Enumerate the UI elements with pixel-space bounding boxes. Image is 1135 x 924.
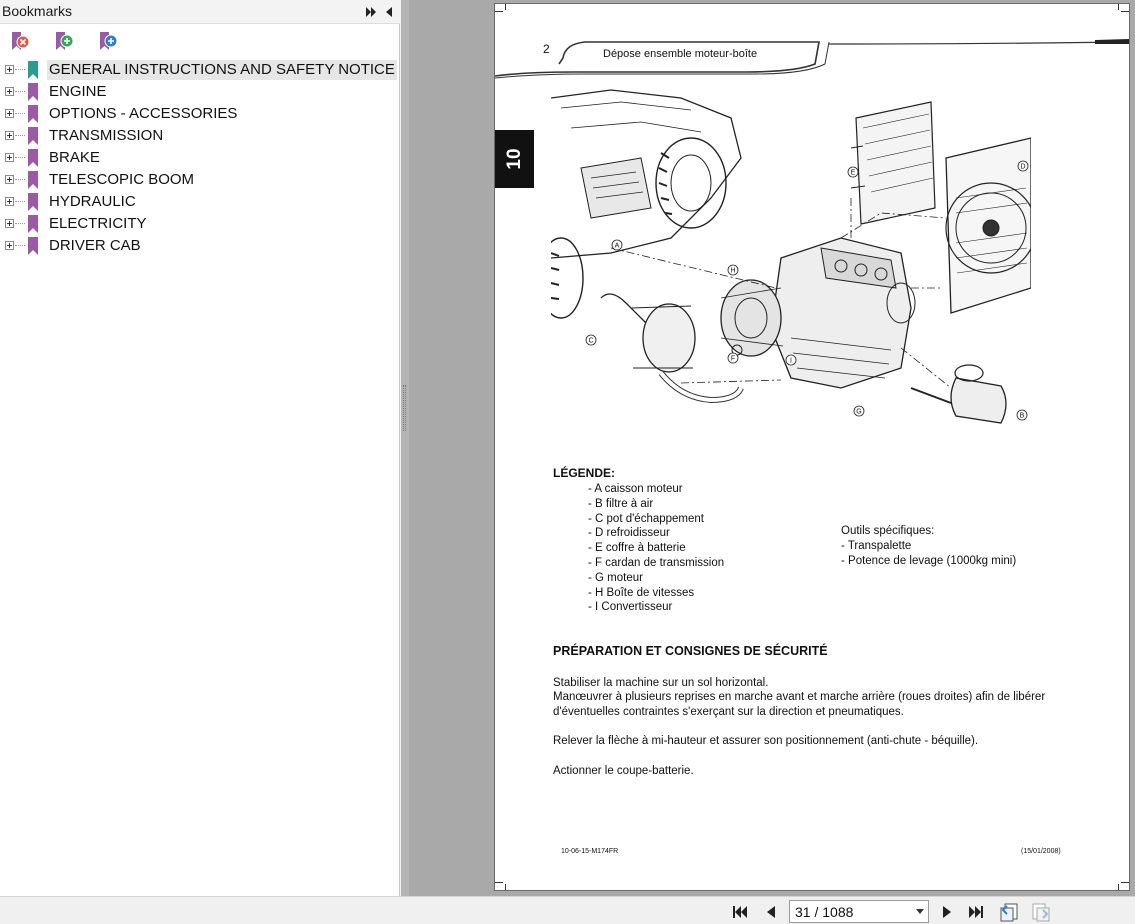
bookmark-label[interactable]: GENERAL INSTRUCTIONS AND SAFETY NOTICE [49, 61, 395, 78]
tree-connector [15, 245, 25, 246]
chapter-number: 10 [504, 148, 525, 170]
go-forward-view-icon[interactable] [1030, 901, 1052, 923]
legend-item: - H Boîte de vitesses [588, 586, 695, 599]
callout-label: I [790, 357, 792, 365]
bookmark-icon [27, 215, 39, 233]
front-tire-drawing [656, 138, 726, 228]
document-code: 10-06-15-M174FR [561, 848, 619, 855]
legend-title: LÉGENDE: [553, 466, 616, 480]
expand-toggle-icon[interactable] [5, 65, 14, 74]
crop-mark [495, 11, 503, 12]
bookmark-icon [27, 83, 39, 101]
splitter-grip[interactable] [403, 385, 406, 431]
legend-item: - C pot d'échappement [588, 512, 704, 525]
crop-mark [1118, 4, 1119, 10]
navigation-toolbar [0, 896, 1135, 924]
special-tools-list [841, 539, 1016, 569]
bookmarks-title: Bookmarks [2, 3, 73, 19]
bookmark-label[interactable]: BRAKE [49, 149, 100, 166]
callout-label: C [588, 337, 594, 345]
page-title: Dépose ensemble moteur-boîte [603, 48, 758, 60]
legend-item: - I Convertisseur [588, 601, 673, 614]
callout-label: H [730, 267, 736, 275]
expand-toggle-icon[interactable] [5, 131, 14, 140]
bookmark-icon [27, 127, 39, 145]
paragraph: Relever la flèche à mi-hauteur et assurer son positionnement (anti-chute - béquille). [553, 735, 979, 747]
engine-drawing [771, 238, 915, 388]
exploded-engine-drawing [551, 88, 1031, 428]
paragraph: d'éventuelles contraintes s'exerçant sur la direction et pneumatiques. [553, 706, 904, 718]
callout-label: F [730, 355, 736, 363]
expand-toggle-icon[interactable] [5, 197, 14, 206]
delete-bookmark-icon[interactable] [8, 30, 32, 54]
special-tools-title: Outils spécifiques: [841, 525, 935, 537]
page-selector[interactable] [789, 900, 929, 923]
paragraph: Stabiliser la machine sur un sol horizontal. [553, 677, 769, 689]
section-title: PRÉPARATION ET CONSIGNES DE SÉCURITÉ [553, 644, 828, 658]
go-back-view-icon[interactable] [998, 901, 1020, 923]
document-viewer[interactable] [409, 0, 1135, 896]
legend-item: - G moteur [588, 571, 643, 584]
add-bookmark-icon[interactable] [52, 30, 76, 54]
expand-panel-icon[interactable] [364, 5, 378, 19]
bookmark-item[interactable] [0, 213, 400, 235]
bookmark-icon [27, 61, 39, 79]
expand-toggle-icon[interactable] [5, 241, 14, 250]
machine-body-drawing [551, 90, 741, 258]
expand-toggle-icon[interactable] [5, 153, 14, 162]
callout-i [786, 355, 796, 365]
bookmarks-header [0, 0, 400, 24]
bookmark-item[interactable] [0, 125, 400, 147]
rear-tire-drawing [551, 238, 583, 318]
callout-d [1018, 161, 1028, 171]
bookmark-label[interactable]: HYDRAULIC [49, 193, 136, 210]
legend-list [588, 482, 724, 615]
tree-connector [15, 223, 25, 224]
callout-b [1017, 410, 1027, 420]
chevron-down-icon[interactable] [916, 909, 924, 914]
callout-g [854, 406, 864, 416]
crop-mark [495, 882, 503, 883]
chapter-tab [495, 130, 534, 188]
bookmark-item[interactable] [0, 59, 400, 81]
bookmark-icon [27, 193, 39, 211]
callout-a [612, 240, 622, 250]
bookmark-label[interactable]: TELESCOPIC BOOM [49, 171, 195, 188]
bookmark-label[interactable]: TRANSMISSION [49, 127, 164, 144]
callout-label: G [856, 408, 862, 416]
document-page [494, 3, 1130, 891]
bookmark-label[interactable]: ENGINE [49, 83, 107, 100]
legend-item: - D refroidisseur [588, 527, 670, 540]
tree-connector [15, 179, 25, 180]
page-indicator[interactable]: 31 / 1088 [795, 904, 854, 920]
panel-splitter[interactable] [401, 0, 409, 896]
expand-toggle-icon[interactable] [5, 109, 14, 118]
last-page-icon[interactable] [966, 904, 984, 920]
bookmark-item[interactable] [0, 81, 400, 103]
bookmark-icon [27, 237, 39, 255]
paragraph: Actionner le coupe-batterie. [553, 765, 694, 777]
bookmark-icon [27, 105, 39, 123]
tree-connector [15, 69, 25, 70]
tree-connector [15, 135, 25, 136]
bookmark-icon [27, 149, 39, 167]
bookmark-icon [27, 171, 39, 189]
legend-item: - F cardan de transmission [588, 556, 725, 569]
gearbox-drawing [721, 280, 783, 356]
crop-mark [505, 4, 506, 10]
next-page-icon[interactable] [938, 904, 956, 920]
callout-label: A [614, 242, 620, 250]
callout-label: E [850, 169, 856, 177]
expand-toggle-icon[interactable] [5, 87, 14, 96]
tree-connector [15, 157, 25, 158]
callout-c [586, 335, 596, 345]
bookmark-label[interactable]: OPTIONS - ACCESSORIES [49, 105, 238, 122]
page-number: 2 [543, 42, 550, 56]
crop-mark [1118, 884, 1119, 890]
crop-mark [505, 884, 506, 890]
callout-f [728, 353, 738, 363]
bookmark-item[interactable] [0, 235, 400, 257]
special-tool-item: - Transpalette [841, 539, 912, 552]
first-page-icon[interactable] [732, 904, 750, 920]
bookmark-item[interactable] [0, 169, 400, 191]
callout-e [848, 167, 858, 177]
tree-connector [15, 201, 25, 202]
callout-label: D [1020, 163, 1026, 171]
legend-item: - B filtre à air [588, 497, 654, 510]
bookmark-label[interactable]: ELECTRICITY [49, 215, 147, 232]
battery-box-drawing [851, 102, 935, 224]
page-header-band [495, 34, 1130, 84]
tree-connector [15, 91, 25, 92]
previous-page-icon[interactable] [762, 904, 780, 920]
bookmarks-panel [0, 0, 400, 896]
legend-item: - A caisson moteur [588, 483, 683, 495]
crop-mark [1121, 11, 1129, 12]
callout-label: B [1019, 412, 1025, 420]
collapse-panel-icon[interactable] [384, 5, 394, 19]
expand-toggle-icon[interactable] [5, 219, 14, 228]
bookmark-item[interactable] [0, 103, 400, 125]
bookmark-item[interactable] [0, 191, 400, 213]
exhaust-drawing [601, 294, 741, 400]
bookmark-tree [0, 59, 400, 257]
air-filter-drawing [911, 365, 1006, 423]
add-child-bookmark-icon[interactable] [96, 30, 120, 54]
document-date: (15/01/2008) [1021, 848, 1061, 855]
callout-h [728, 265, 738, 275]
paragraph: Manœuvrer à plusieurs reprises en marche avant et marche arrière (roues droites) afin de libérer [553, 691, 1046, 703]
expand-toggle-icon[interactable] [5, 175, 14, 184]
legend-item: - E coffre à batterie [588, 542, 686, 555]
special-tools-block [841, 524, 1016, 568]
bookmark-item[interactable] [0, 147, 400, 169]
tree-connector [15, 113, 25, 114]
crop-mark [1121, 882, 1129, 883]
special-tool-item: - Potence de levage (1000kg mini) [841, 554, 1017, 567]
bookmark-label[interactable]: DRIVER CAB [49, 237, 141, 254]
